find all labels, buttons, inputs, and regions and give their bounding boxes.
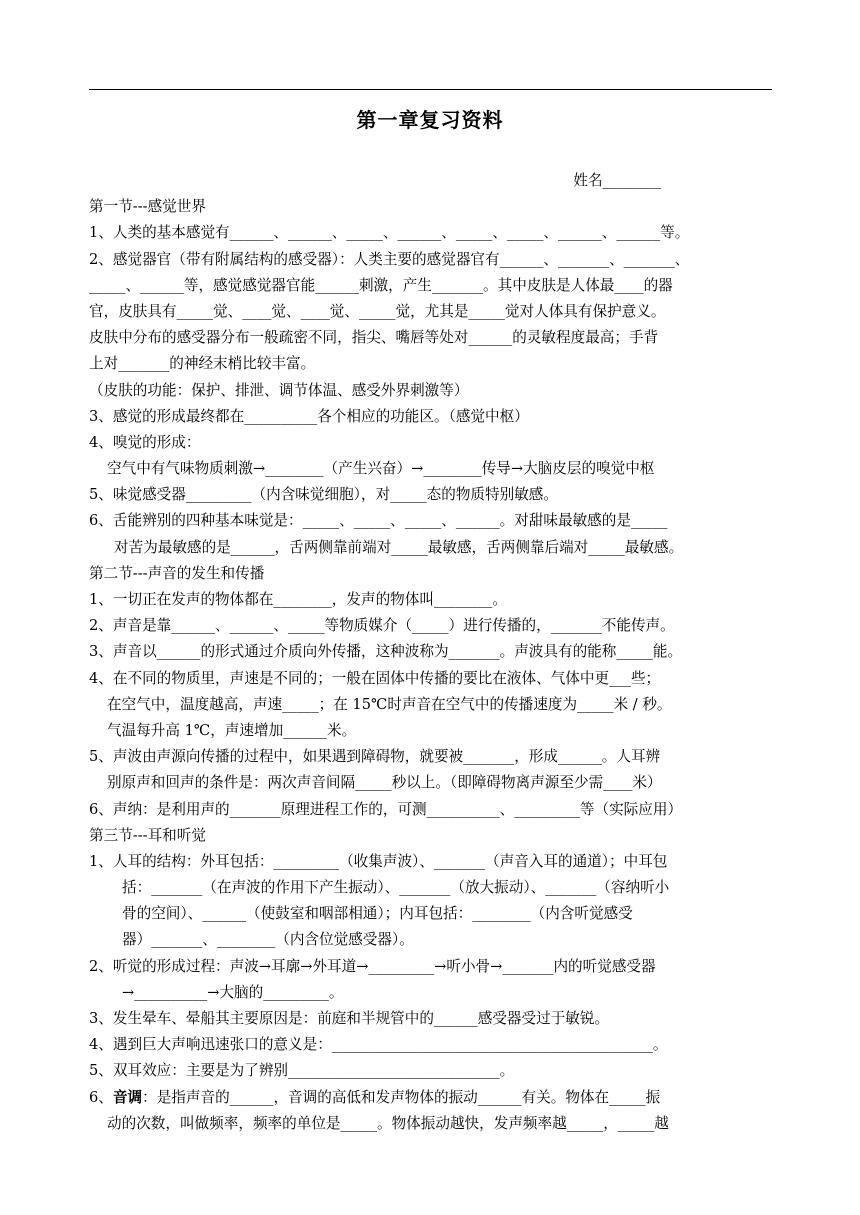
question-line: 在空气中，温度越高，声速_____；在 15℃时声音在空气中的传播速度为_____米 / 秒。 [107, 695, 672, 713]
question-line: 骨的空间）、______（使鼓室和咽部相通）；内耳包括：________（内含听觉感受 [122, 905, 633, 923]
question-line: 3、发生晕车、晕船其主要原因是：前庭和半规管中的______感受器受过于敏锐。 [89, 1010, 610, 1027]
question-line: 括：_______（在声波的作用下产生振动）、_______（放大振动）、_______（容纳听小 [122, 879, 670, 897]
pitch-keyword: 音调 [112, 1088, 143, 1106]
document-body [89, 168, 779, 1137]
question-line: 空气中有气味物质刺激→________（产生兴奋）→________传导→大脑皮层的嗅觉中枢 [107, 460, 655, 478]
section-heading-2: 第二节---声音的发生和传播 [89, 564, 265, 582]
question-line: 1、人耳的结构：外耳包括：_________（收集声波）、_______（声音入耳的通道）；中耳包 [89, 852, 668, 870]
question-line: 器）_______、________（内含位觉感受器）。 [122, 931, 414, 949]
section-heading-3: 第三节---耳和听觉 [89, 826, 206, 844]
page-title: 第一章复习资料 [356, 108, 504, 132]
question-line: _____、______等，感觉感觉器官能______刺激，产生_______。其中皮肤是人体最____的器 [89, 276, 673, 294]
student-name-line: 姓名________ [573, 172, 661, 189]
question-line: 气温每升高 1℃，声速增加______米。 [107, 721, 357, 739]
question-line: 4、遇到巨大声响迅速张口的意义是：____________________________________________。 [89, 1036, 668, 1054]
question-line: 3、感觉的形成最终都在__________各个相应的功能区。（感觉中枢） [89, 407, 529, 425]
question-line: 2、感觉器官（带有附属结构的感受器）：人类主要的感觉器官有______、_______、_______、 [89, 250, 690, 268]
section-heading-1: 第一节---感觉世界 [89, 198, 206, 216]
question-line: 3、声音以______的形式通过介质向外传播，这种波称为_______。声波具有的能称_____能。 [89, 643, 683, 661]
question-line: 5、双耳效应：主要是为了辨别_____________________________。 [89, 1062, 515, 1080]
note-line: （皮肤的功能：保护、排泄、调节体温、感受外界刺激等） [89, 381, 469, 399]
question-line: 1、人类的基本感觉有______、______、_____、______、_____、_____、______、______等。 [89, 224, 690, 242]
question-line: 5、味觉感受器_________（内含味觉细胞），对_____态的物质特别敏感。 [89, 486, 558, 504]
question-line: 6、声纳：是利用声的_______原理进程工作的，可测__________、_________等（实际应用） [89, 800, 683, 818]
question-line: 上对_______的神经末梢比较丰富。 [89, 355, 316, 373]
question-line: 2、声音是靠______、______、_____等物质媒介（_____）进行传播的，_______不能传声。 [89, 617, 675, 635]
question-line: 动的次数，叫做频率，频率的单位是_____。物体振动越快，发声频率越_____，_____越 [107, 1114, 669, 1132]
question-line: 皮肤中分布的感受器分布一般疏密不同，指尖、嘴唇等处对______的灵敏程度最高；手背 [89, 329, 659, 347]
question-line: 官，皮肤具有_____觉、____觉、____觉、_____觉，尤其是_____觉对人体具有保护意义。 [89, 302, 666, 320]
question-line: 6、舌能辨别的四种基本味觉是：_____、_____、_____、______。对甜味最敏感的是_____ [89, 512, 668, 530]
top-rule [89, 89, 772, 90]
question-line: 别原声和回声的条件是：两次声音间隔_____秒以上。（即障碍物离声源至少需____米） [107, 774, 662, 792]
question-line: →__________→大脑的_________。 [122, 983, 344, 1001]
question-line: 5、声波由声源向传播的过程中，如果遇到障碍物，就要被_______，形成______。人耳辨 [89, 748, 661, 766]
question-line: 4、在不同的物质里，声速是不同的；一般在固体中传播的要比在液体、气体中更___些； [89, 669, 661, 687]
question-line: 2、听觉的形成过程：声波→耳廓→外耳道→_________→听小骨→_______内的听觉感受器 [89, 957, 656, 975]
question-line: 4、嗅觉的形成： [89, 433, 201, 451]
question-line: 1、一切正在发声的物体都在________，发声的物体叫________。 [89, 591, 507, 608]
question-line-pitch: 6、音调：是指声音的______，音调的高低和发声物体的振动______有关。物体在_____振 [89, 1088, 661, 1106]
question-line: 对苦为最敏感的是______，舌两侧靠前端对_____最敏感，舌两侧靠后端对_____最敏感。 [114, 538, 684, 556]
